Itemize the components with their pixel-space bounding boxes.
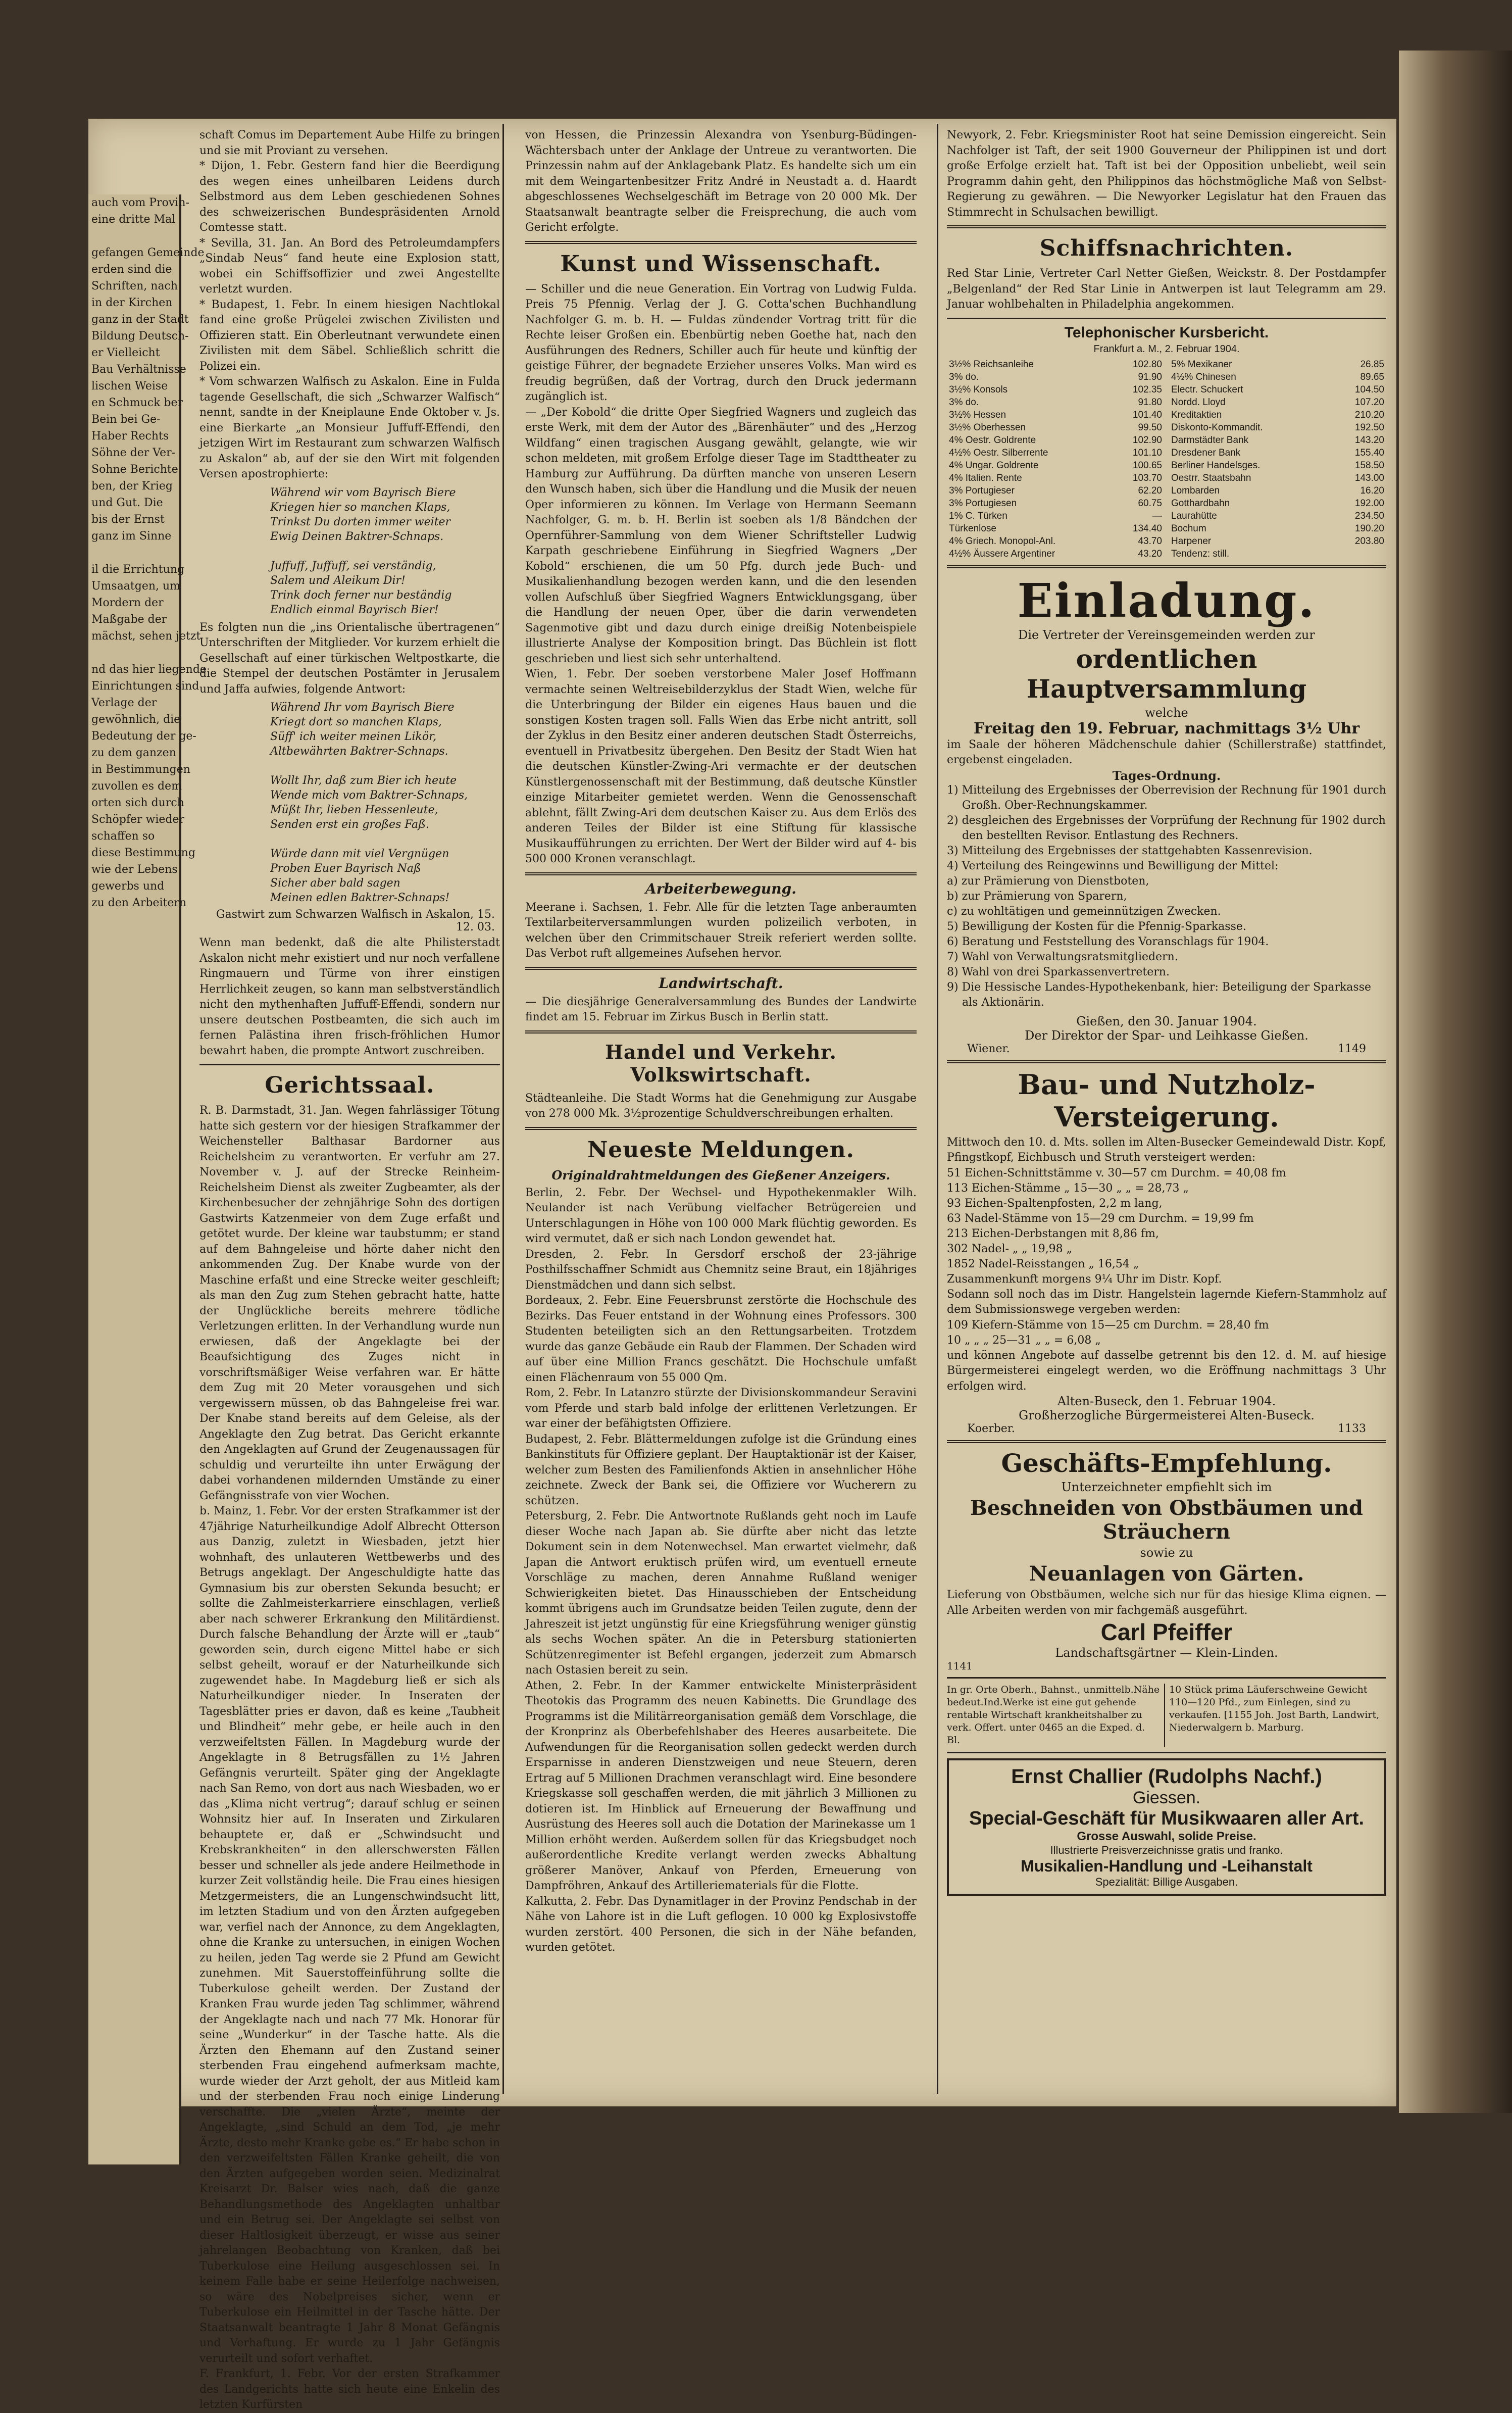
ad-headline: Neuanlagen von Gärten. xyxy=(1029,1562,1304,1586)
geschaefts-ad xyxy=(947,1448,1386,1672)
bau-ad xyxy=(947,1068,1386,1436)
left-page-line: Schriften, nach xyxy=(91,280,178,292)
stock-value: 107.20 xyxy=(1354,397,1384,408)
section-heading: Neueste Meldungen. xyxy=(587,1137,854,1163)
stock-name: Kreditaktien xyxy=(1171,409,1222,420)
stock-name: 4% Ungar. Goldrente xyxy=(949,460,1039,471)
stock-name: Darmstädter Bank xyxy=(1171,434,1249,446)
left-page-line: gewerbs und xyxy=(91,880,165,893)
left-page-line: Sohne Berichte xyxy=(91,463,178,476)
ad-number: 1141 xyxy=(947,1660,973,1672)
stock-value xyxy=(1330,548,1386,560)
divider xyxy=(947,1060,1386,1063)
ad-text: sowie zu xyxy=(1140,1546,1193,1560)
poem-line: Würde dann mit viel Vergnügen xyxy=(270,848,449,860)
article-paragraph: Meerane i. Sachsen, 1. Febr. Alle für die letzten Tage anberaumten Textilarbeiterversammlungen wurden polizeilich verboten, in welchen über den Crimmitschauer Streik referiert werden sollte. Das Verbot ruft allgemeines Aufsehen hervor. xyxy=(525,901,917,960)
table-row xyxy=(947,371,1164,383)
ad-text: Mittwoch den 10. d. Mts. sollen im Alten-Busecker Gemeindewald Distr. Kopf, Pfingstkopf, Eichbusch und Struth versteigert werden: xyxy=(947,1136,1386,1164)
list-item: 9) Die Hessische Landes-Hypothekenbank, hier: Beteiligung der Sparkasse als Aktionärin. xyxy=(947,980,1372,1009)
stock-name: 1% C. Türken xyxy=(949,510,1007,521)
table-row xyxy=(947,396,1164,409)
poem-line: Salem und Aleikum Dir! xyxy=(270,574,406,587)
stock-name: Nordd. Lloyd xyxy=(1171,397,1226,408)
poem-line: Ewig Deinen Baktrer-Schnaps. xyxy=(270,530,444,543)
small-ads xyxy=(947,1684,1386,1747)
article-paragraph: * Vom schwarzen Walfisch zu Askalon. Eine in Fulda tagende Gesellschaft, die sich „Schwarzer Walfisch“ nennt, sandte in der Kneiplaune Ende Oktober v. Js. eine Bierkarte „an Monsieur Juffuff-Effendi, den jetzigen Wirt im Restaurant zum schwarzen Walfisch zu Askalon“ ab, auf der sie den Wirt mit folgenden Versen apostrophierte: xyxy=(199,375,500,480)
left-page-line: Maßgabe der xyxy=(91,613,167,626)
stock-value: 102.35 xyxy=(1132,384,1162,395)
table-row xyxy=(947,358,1164,371)
ad-title: Geschäfts-Empfehlung. xyxy=(1001,1448,1332,1478)
left-page-line: gewöhnlich, die xyxy=(91,713,181,726)
signature: Gastwirt zum Schwarzen Walfisch in Askalon, 15. 12. 03. xyxy=(216,908,495,933)
poem-line: Altbewährten Baktrer-Schnaps. xyxy=(270,745,448,758)
stock-value: 104.50 xyxy=(1354,384,1384,395)
ad-text: Illustrierte Preisverzeichnisse gratis und franko. xyxy=(1050,1844,1283,1856)
table-row xyxy=(1169,535,1386,548)
left-page-line xyxy=(88,545,179,561)
stock-name: 4% Griech. Monopol-Anl. xyxy=(949,535,1056,547)
list-item: 1852 Nadel-Reisstangen „ 16,54 „ xyxy=(947,1257,1139,1270)
divider xyxy=(947,225,1386,228)
table-row xyxy=(947,510,1164,522)
left-page-line: Bau Verhältnisse xyxy=(91,363,186,376)
poem-line: Kriegt dort so manchen Klaps, xyxy=(270,716,442,728)
left-page-line: ben, der Krieg xyxy=(91,480,173,493)
stock-value: 16.20 xyxy=(1360,485,1384,496)
article-paragraph: * Sevilla, 31. Jan. An Bord des Petroleumdampfers „Sindab Neus“ fand heute eine Explosion statt, wobei ein Schiffsoffizier und zwei Angestellte verletzt wurden. xyxy=(199,236,500,296)
ad-title: Einladung. xyxy=(1017,573,1316,628)
stock-value: 210.20 xyxy=(1354,409,1384,420)
left-page-line: Söhne der Ver- xyxy=(91,447,176,459)
table-row xyxy=(947,472,1164,484)
poem xyxy=(270,700,500,905)
article-paragraph: — Schiller und die neue Generation. Ein Vortrag von Ludwig Fulda. Preis 75 Pfennig. Verlag der J. G. Cotta'schen Buchhandlung Nachfolger G. m. b. H. — Fuldas zündender Vortrag tritt für die Rechte leiser Großen ein. Ebenbürtig neben Goethe hat, nach den Ausführungen des Redners, Schiller auch für heute und künftig der geistige Führer, der begnadete Erzieher unseres Volks. Man wird es freudig begrüßen, daß der Vortrag, durch den Druck jedermann zugänglich ist. xyxy=(525,282,917,403)
poem-line xyxy=(270,759,500,773)
article-paragraph: * Dijon, 1. Febr. Gestern fand hier die Beerdigung des wegen eines unheilbaren Leidens durch Selbstmord aus dem Leben geschiedenen Sohnes des schweizerischen Bundespräsidenten Arnold Comtesse statt. xyxy=(199,160,500,234)
stock-name: Electr. Schuckert xyxy=(1171,384,1243,395)
poem-line: Meinen edlen Baktrer-Schnaps! xyxy=(270,892,450,904)
table-row xyxy=(1169,510,1386,522)
stock-value: 155.40 xyxy=(1354,447,1384,458)
ad-city: Giessen. xyxy=(1132,1788,1201,1807)
stock-name: 4% Italien. Rente xyxy=(949,472,1022,483)
table-row xyxy=(947,434,1164,447)
einladung-ad xyxy=(947,573,1386,1055)
poem-line: Wende mich vom Baktrer-Schnaps, xyxy=(270,789,468,802)
article-paragraph: schaft Comus im Departement Aube Hilfe zu bringen und sie mit Proviant zu versehen. xyxy=(199,129,500,157)
stock-name: Gotthardbahn xyxy=(1171,498,1230,509)
stock-name: 3½% Hessen xyxy=(949,409,1006,420)
stock-table-left xyxy=(947,358,1164,560)
stock-name: 5% Mexikaner xyxy=(1171,359,1232,370)
table-row xyxy=(1169,383,1386,396)
left-page-line: erden sind die xyxy=(91,263,172,276)
poem-line xyxy=(270,832,500,847)
section-heading: Handel und Verkehr. Volkswirtschaft. xyxy=(605,1040,837,1086)
divider xyxy=(525,967,917,970)
list-item: 6) Beratung und Feststellung des Voranschlags für 1904. xyxy=(947,935,1269,948)
divider xyxy=(947,1677,1386,1679)
stock-name: 4½% Chinesen xyxy=(1171,371,1236,382)
left-page-line: bis der Ernst xyxy=(91,513,165,526)
left-page-line: schaffen so xyxy=(91,830,155,843)
section-heading: Arbeiterbewegung. xyxy=(645,880,796,897)
poem xyxy=(270,485,500,617)
article-paragraph: — „Der Kobold“ die dritte Oper Siegfried Wagners und zugleich das erste Werk, mit dem der Autor des „Bärenhäuter“ und des „Herzog Wildfang“ einen tragischen Ausgang gewählt, gelangte, wie wir schon meldeten, mit großem Erfolge dieser Tage im Stadttheater zu Hamburg zur Aufführung. Da dürften manche von unseren Lesern den Wunsch haben, sich über die Handlung und die Musik der neuen Oper informieren zu können. Im Verlage von Hermann Seemann Nachfolger, G. m. b. H. Berlin ist soeben als 1/8 Bändchen der Opernführer-Sammlung von dem Wiener Schriftsteller Ludwig Karpath geschriebene Einführung in Siegfried Wagners „Der Kobold“ erschienen, die um 50 Pfg. durch jede Buch- und Musikalienhandlung bezogen werden kann, und die den lesenden vollen Aufschluß über Siegfried Wagners Entwicklungsgang, über die Handlung der neuen Oper, über die darin verwendeten Sagenmotive gibt und dazu durch einige dreißig Notenbeispiele illustrierte Analyse der Komposition bringt. Das Büchlein ist flott geschrieben und liest sich sehr unterhaltend. xyxy=(525,406,917,665)
article-paragraph: b. Mainz, 1. Febr. Vor der ersten Strafkammer ist der 47jährige Naturheilkundige Adolf Albrecht Otterson aus Danzig, zuletzt in Wiesbaden, jetzt hier wohnhaft, des unlauteren Wettbewerbs und des Betrugs angeklagt. Der Angeschuldigte hatte das Gymnasium bis zur obersten Sekunda besucht; er sollte die Zahlmeisterkarriere einschlagen, verließ aber nach schwerer Erkrankung den Militärdienst. Durch falsche Behandlung der Ärzte will er „taub“ geworden sein, durch eigene Mittel habe er sich selbst geheilt, worauf er der Naturheilkunde sich zugewendet habe. In Magdeburg ließ er sich als Naturheilkundiger nieder. In Inseraten der Tagesblätter pries er davon, daß es keine „Taubheit und Blindheit“ mehr gebe, er heile auch in den verzweifeltsten Fällen. In Magdeburg wurde der Angeklagte in 8 Betrugsfällen zu 1½ Jahren Gefängnis verurteilt. Später ging der Angeklagte nach San Remo, von dort aus nach Wiesbaden, wo er das „Klima nicht vertrug“; darauf schlug er seinen Wohnsitz hier auf. In Inseraten und Zirkularen behauptete er, daß er „Schwindsucht und Krebskrankheiten“ in den allerschwersten Fällen besser und schneller als jede andere Heilmethode in kurzer Zeit vollständig heile. Die Frau eines hiesigen Metzgermeisters, die an Lungenschwindsucht litt, im letzten Stadium und von den Ärzten aufgegeben war, verfiel nach der Annonce, zu dem Angeklagten, ohne die Kranke zu untersuchen, in einigen Wochen zu heilen, jeden Tag werde sie 2 Pfund am Gewicht zunehmen. Mit Sauerstoffeinführung sollte die Tuberkulose geheilt werden. Der Zustand der Kranken Frau wurde jeden Tag schlimmer, während der Angeklagte nach und nach 77 Mk. Honorar für seine „Wunderkur“ in der Tasche hatte. Als die Ärzten den Ehemann auf den Zustand seiner sterbenden Frau eingehend aufmerksam machte, wurde wieder der Arzt geholt, der aus Mitleid kam und der sterbenden Frau noch einige Linderung verschaffte. Die „vielen Ärzte“, meinte der Angeklagte, „sind Schuld an dem Tod, „je mehr Ärzte, desto mehr Kranke gebe es.“ Er habe schon in den verzweifeltsten Fällen Kranke geheilt, die von den Ärzten aufgegeben worden seien. Medizinalrat Kreisarzt Dr. Balser wies nach, daß die ganze Behandlungsmethode des Angeklagten unhaltbar und ein Betrug sei. Der Angeklagte sei selbst von dieser Haltlosigkeit überzeugt, er wisse aus seiner jahrelangen Beobachtung von Kranken, daß bei Tuberkulose eine Heilung ausgeschlossen sei. In keinem Falle habe er seine Heilerfolge nachweisen, so wäre des Nobelpreises sicher, wenn er Tuberkulose ein Heilmittel in der Tasche hätte. Der Staatsanwalt beantragte 1 Jahr 8 Monat Gefängnis und Verhaftung. Er wurde zu 1 Jahr Gefängnis verurteilt und sofort verhaftet. xyxy=(199,1505,500,2365)
list-item: Zusammenkunft morgens 9¼ Uhr im Distr. Kopf. xyxy=(947,1272,1222,1286)
table-row xyxy=(947,383,1164,396)
ad-subheading: Tages-Ordnung. xyxy=(1112,768,1221,783)
table-row xyxy=(1169,472,1386,484)
left-page-line: Umsaatgen, um xyxy=(91,580,181,593)
table-row xyxy=(1169,371,1386,383)
stock-value: 101.40 xyxy=(1132,409,1162,420)
table-row xyxy=(1169,396,1386,409)
left-page-line: Mordern der xyxy=(91,597,164,609)
left-page-line: zuvollen es dem xyxy=(91,780,182,793)
article-paragraph: Wien, 1. Febr. Der soeben verstorbene Maler Josef Hoffmann vermachte seinen Weltreisebilderzyklus der Stadt Wien, welche für die Unterbringung der Bilder ein eigenes Haus bauen und die sonstigen Kosten tragen soll. Falls Wien das Erbe nicht antritt, soll der Zyklus in den Besitz einer anderen deutschen Stadt Österreichs, eventuell in Privatbesitz übergehen. Den Besitz der Stadt Wien hat die deutschen Künstler-Zwing-Ari vermachte er der deutschen Künstlergenossenschaft mit der Bestimmung, daß deutsche Künstler einzige Mitarbeiter gemietet werden. Wenn die Genossenschaft ablehnt, fällt Zwing-Ari dem deutschen Kaiser zu. Aus dem Erlös des anderen Teiles der Bilder ist eine Stiftung für klassische Musikaufführungen zu errichten. Der Wert der Bilder wird auf 4- bis 500 000 Kronen veranschlagt. xyxy=(525,668,917,865)
ad-text: welche xyxy=(1145,705,1188,720)
agenda-list xyxy=(947,783,1386,1010)
table-row xyxy=(1169,522,1386,535)
article-paragraph: Kalkutta, 2. Febr. Das Dynamitlager in der Provinz Pendschab in der Nähe von Lahore ist in die Luft geflogen. 10 000 kg Explosivstoffe wurden zerstört. 400 Personen, die sich in der Nähe befanden, wurden getötet. xyxy=(525,1895,917,1954)
left-page-line: nd das hier liegende xyxy=(91,663,207,676)
list-item: 213 Eichen-Derbstangen mit 8,86 fm, xyxy=(947,1227,1159,1240)
stock-value: 99.50 xyxy=(1138,422,1162,433)
table-row xyxy=(1169,548,1386,560)
stock-value: 91.80 xyxy=(1138,397,1162,408)
list-item: 51 Eichen-Schnittstämme v. 30—57 cm Durchm. = 40,08 fm xyxy=(947,1166,1286,1179)
ad-number: 1149 xyxy=(1338,1042,1366,1055)
ad-title: Bau- und Nutzholz-Versteigerung. xyxy=(1018,1068,1316,1133)
left-page-line: diese Bestimmung xyxy=(91,847,195,859)
left-page-line: Einrichtungen sind xyxy=(91,680,199,693)
table-row xyxy=(947,409,1164,421)
divider xyxy=(947,1752,1386,1753)
left-page-line: Haber Rechts xyxy=(91,430,169,442)
stock-name: Lombarden xyxy=(1171,485,1220,496)
article-paragraph: Bordeaux, 2. Febr. Eine Feuersbrunst zerstörte die Hochschule des Bezirks. Das Feuer entstand in der Wohnung eines Professors. 300 Studenten beteiligten sich an den Rettungsarbeiten. Trotzdem wurde das ganze Gebäude ein Raub der Flammen. Der Schaden wird auf über eine Million Francs geschätzt. Die Hochschule umfaßt einen Flächenraum von 55 000 Qm. xyxy=(525,1294,917,1384)
ad-text: Landschaftsgärtner — Klein-Linden. xyxy=(1055,1646,1278,1660)
column-3 xyxy=(947,128,1386,1896)
table-row xyxy=(1169,409,1386,421)
ad-date: Freitag den 19. Februar, nachmittags 3½ Uhr xyxy=(973,719,1360,737)
table-row xyxy=(947,447,1164,459)
column-2 xyxy=(525,128,917,1956)
ad-name: Carl Pfeiffer xyxy=(1100,1619,1233,1645)
left-page-line: Bedeutung der ge- xyxy=(91,730,196,743)
article-paragraph: F. Frankfurt, 1. Febr. Vor der ersten Strafkammer des Landgerichts hatte sich heute eine Enkelin des letzten Kurfürsten xyxy=(199,2368,500,2411)
left-page-line: zu den Arbeitern xyxy=(91,897,187,909)
ad-text: Lieferung von Obstbäumen, welche sich nur für das hiesige Klima eignen. — Alle Arbeiten werden von mir fachgemäß ausgeführt. xyxy=(947,1589,1386,1617)
ad-date: Gießen, den 30. Januar 1904. xyxy=(1076,1014,1257,1028)
left-page-line: ganz im Sinne xyxy=(91,530,172,543)
article-paragraph: Athen, 2. Febr. In der Kammer entwickelte Ministerpräsident Theotokis das Programm des neuen Kabinetts. Die Grundlage des Programms ist die Militärreorganisation gemäß dem Vorschlage, die der Kronprinz als Oberbefehlshaber des Heeres ausarbeitete. Die Aufwendungen für die Reorganisation sollen gedeckt werden durch Ersparnisse in anderen Dienstzweigen und neue Steuern, deren Ertrag auf 5 Millionen Drachmen veranschlagt wird. Eine besondere Kriegskasse soll geschaffen werden, die mit jährlich 3 Millionen zu dotieren ist. Im Hinblick auf Erneuerung der Bewaffnung und Ausrüstung des Heeres soll auch die Dotation der Marinekasse um 1 Million erhöht werden. Außerdem sollen für das Kriegsbudget noch außerordentliche Kredite verlangt werden zwecks Abhaltung größerer Manöver, Ankauf von Pferden, Erneuerung von Dampfröhren, Ankauf des Artilleriematerials für die Flotte. xyxy=(525,1679,917,1892)
poem-line: Endlich einmal Bayrisch Bier! xyxy=(270,603,439,616)
stock-value: 89.65 xyxy=(1360,371,1384,382)
article-paragraph: — Die diesjährige Generalversammlung des Bundes der Landwirte findet am 15. Februar im Zirkus Busch in Berlin statt. xyxy=(525,995,917,1023)
stock-report-date: Frankfurt a. M., 2. Februar 1904. xyxy=(1093,343,1240,355)
ad-name: Ernst Challier (Rudolphs Nachf.) xyxy=(1011,1765,1322,1788)
table-row xyxy=(947,497,1164,510)
stock-value: 103.70 xyxy=(1132,472,1162,483)
content-area xyxy=(189,119,1396,2411)
stock-value: 143.00 xyxy=(1354,472,1384,483)
column-1 xyxy=(199,128,500,2413)
article-paragraph: Petersburg, 2. Febr. Die Antwortnote Rußlands geht noch im Laufe dieser Woche nach Japan ab. Sie dürfte aber nicht das letzte Dokument sein in dem Notenwechsel. Man erwartet vielmehr, daß Japan die Antwort eruktisch prüfen wird, um eventuell erneute Vorschläge zu machen, deren Annahme Rußland weniger Schwierigkeiten bietet. Das Hinausschieben der Entscheidung kommt übrigens auch im Grundsatze beiden Teilen zugute, denn der Jahreszeit ist jetzt ungünstig für eine Kriegsführung weniger günstig als sechs Wochen später. An die in Petersburg stationierten Schützenregimenter ist Befehl ergangen, jederzeit zum Abmarsch nach Ostasien bereit zu sein. xyxy=(525,1510,917,1677)
stock-name: 3% do. xyxy=(949,371,979,382)
stock-value: 102.80 xyxy=(1132,359,1162,370)
stock-value: 143.20 xyxy=(1354,434,1384,446)
stock-table-right xyxy=(1169,358,1386,560)
list-item: 5) Bewilligung der Kosten für die Pfennig-Sparkasse. xyxy=(947,920,1246,933)
section-heading: Schiffsnachrichten. xyxy=(1039,235,1294,261)
bau-list xyxy=(947,1166,1386,1287)
stock-name: 4½% Äussere Argentiner xyxy=(949,548,1055,559)
divider xyxy=(947,565,1386,568)
ad-text: im Saale der höheren Mädchenschule dahier (Schillerstraße) stattfindet, ergebenst eingeladen. xyxy=(947,738,1386,766)
stock-value: 190.20 xyxy=(1354,523,1384,534)
poem-line: Proben Euer Bayrisch Naß xyxy=(270,862,421,875)
list-item: 2) desgleichen des Ergebnisses der Vorprüfung der Rechnung für 1902 durch den bestellten Revisor. Entlastung des Rechners. xyxy=(947,814,1386,842)
ad-name: Koerber. xyxy=(967,1422,1015,1435)
list-item: c) zu wohltätigen und gemeinnützigen Zwecken. xyxy=(947,905,1221,918)
stock-name: 3½% Reichsanleihe xyxy=(949,359,1034,370)
left-page-line: mächst, sehen jetzt xyxy=(91,630,201,643)
ad-headline: ordentlichen Hauptversammlung xyxy=(1026,644,1307,704)
table-row xyxy=(947,421,1164,434)
left-page-line: eine dritte Mal xyxy=(91,213,176,226)
left-page-line: en Schmuck ber xyxy=(91,397,183,409)
ad-headline: Beschneiden von Obstbäumen und Sträuchern xyxy=(970,1496,1363,1544)
list-item: 3) Mitteilung des Ergebnisses der stattgehabten Kassenrevision. xyxy=(947,844,1313,857)
stock-name: 4% Oestr. Goldrente xyxy=(949,434,1036,446)
article-paragraph: Budapest, 2. Febr. Blättermeldungen zufolge ist die Gründung eines Bankinstituts für Offiziere geplant. Der Hauptaktionär ist der Kaiser, welcher zum Besten des Familienfonds Aktien in ansehnlicher Höhe zeichnete. Zweck der Bank sei, die Offiziere vor Wucherern zu schützen. xyxy=(525,1433,917,1507)
divider xyxy=(525,872,917,875)
divider xyxy=(525,241,917,244)
ad-date: Alten-Buseck, den 1. Februar 1904. xyxy=(1057,1394,1276,1408)
small-ad: In gr. Orte Oberh., Bahnst., unmittelb.Nähe bedeut.Ind.Werke ist eine gut gehende rentable Wirtschaft krankheitshalber zu verk. Offert. unter 0465 an die Exped. d. Bl. xyxy=(947,1684,1165,1747)
ad-text: Spezialität: Billige Ausgaben. xyxy=(1095,1876,1238,1888)
stock-name: Türkenlose xyxy=(949,523,996,534)
left-page-line: orten sich durch xyxy=(91,797,184,809)
article-paragraph: * Budapest, 1. Febr. In einem hiesigen Nachtlokal fand eine große Prügelei zwischen Zivilisten und Offizieren statt. Ein Oberleutnant verwundete einen Zivilisten mit dem Säbel. Schließlich schritt die Polizei ein. xyxy=(199,298,500,373)
divider xyxy=(947,1440,1386,1443)
stock-name: 3½% Konsols xyxy=(949,384,1008,395)
article-paragraph: Red Star Linie, Vertreter Carl Netter Gießen, Weickstr. 8. Der Postdampfer „Belgenland“ der Red Star Linie in Antwerpen ist laut Telegramm am 29. Januar wohlbehalten in Philadelphia angekommen. xyxy=(947,267,1386,311)
section-subheading: Originaldrahtmeldungen des Gießener Anzeigers. xyxy=(551,1167,890,1183)
stock-report xyxy=(947,324,1386,560)
article-paragraph: Wenn man bedenkt, daß die alte Philisterstadt Askalon nicht mehr existiert und nur noch verfallene Ringmauern und Türme von ihrer einstigen Herrlichkeit zeugen, so kann man selbstverständlich nicht den mythenhaften Juffuff-Effendi, sondern nur unsere deutschen Postbeamten, die sich auch im fernen Palästina ihren frisch-fröhlichen Humor bewahrt haben, die prompte Antwort zuschreiben. xyxy=(199,937,500,1057)
stock-name: Tendenz: still. xyxy=(1171,548,1230,559)
table-row xyxy=(947,535,1164,548)
poem-line: Senden erst ein großes Faß. xyxy=(270,818,429,831)
article-paragraph: von Hessen, die Prinzessin Alexandra von Ysenburg-Büdingen-Wächtersbach unter der Anklage der Untreue zu verantworten. Die Prinzessin nahm auf der Anklagebank Platz. Es handelte sich um ein mit dem Weingartenbesitzer Fritz André in Neustadt a. d. Haardt abgeschlossenes Wechselgeschäft im Betrage von 20 000 Mk. Der Staatsanwalt beantragte selber die Freisprechung, die auch vom Gericht erfolgte. xyxy=(525,129,917,234)
list-item: 7) Wahl von Verwaltungsratsmitgliedern. xyxy=(947,950,1178,963)
table-row xyxy=(1169,497,1386,510)
stock-name: 3% Portugiesen xyxy=(949,498,1017,509)
left-page-line: Bein bei Ge- xyxy=(91,413,161,426)
left-page-line xyxy=(88,645,179,661)
left-page-line: auch vom Provin- xyxy=(91,196,189,209)
stock-name: Dresdener Bank xyxy=(1171,447,1241,458)
left-page-line: wie der Lebens xyxy=(91,863,178,876)
ad-text: Musikalien-Handlung und -Leihanstalt xyxy=(1021,1857,1313,1875)
stock-name: Berliner Handelsges. xyxy=(1171,460,1261,471)
stock-name: 3% Portugieser xyxy=(949,485,1015,496)
small-ad: 10 Stück prima Läuferschweine Gewicht 110—120 Pfd., zum Einlegen, sind zu verkaufen. [1155 Joh. Jost Barth, Landwirt, Niederwalgern b. Marburg. xyxy=(1169,1684,1380,1733)
poem-line: Juffuff, Juffuff, sei verständig, xyxy=(270,559,436,572)
left-page-line: er Vielleicht xyxy=(91,347,160,359)
stock-report-title: Telephonischer Kursbericht. xyxy=(1064,324,1269,341)
section-heading: Gerichtssaal. xyxy=(265,1072,435,1098)
table-row xyxy=(947,459,1164,472)
ad-text: Grosse Auswahl, solide Preise. xyxy=(1077,1830,1256,1843)
list-item: 113 Eichen-Stämme „ 15—30 „ „ = 28,73 „ xyxy=(947,1181,1189,1195)
poem-line: Kriegen hier so manchen Klaps, xyxy=(270,501,450,514)
poem-line: Süff' ich weiter meinen Likör, xyxy=(270,730,437,743)
ad-signature: Großherzogliche Bürgermeisterei Alten-Buseck. xyxy=(1019,1408,1315,1422)
stock-value: 101.10 xyxy=(1132,447,1162,458)
left-page-line xyxy=(88,228,179,244)
ad-headline: Special-Geschäft für Musikwaaren aller Art. xyxy=(969,1808,1365,1829)
divider xyxy=(525,1127,917,1130)
divider xyxy=(199,1064,500,1065)
poem-line: Während wir vom Bayrisch Biere xyxy=(270,486,456,499)
list-item: 63 Nadel-Stämme von 15—29 cm Durchm. = 19,99 fm xyxy=(947,1212,1254,1225)
poem-line: Trinkst Du dorten immer weiter xyxy=(270,515,451,528)
table-row xyxy=(1169,421,1386,434)
article-paragraph: R. B. Darmstadt, 31. Jan. Wegen fahrlässiger Tötung hatte sich gestern vor der hiesigen Strafkammer der Weichensteller Balthasar Bardorner aus Reichelsheim zu verantworten. Er verfuhr am 27. November v. J. auf der Strecke Reinheim-Reichelsheim Dienst als zweiter Zugbeamter, als der Kirchenbesucher der zehnjährige Sohn des dortigen Gastwirts Katzenmeier von dem Zuge erfaßt und getötet wurde. Der kleine war taubstumm; er stand auf dem Bahngeleise und hörte daher nicht den ankommenden Zug. Der Knabe wurde von der Maschine erfaßt und eine Strecke weiter geschleift; als man den Zug zum Stehen gebracht hatte, hatte der Unglückliche bereits mehrere tödliche Verletzungen erlitten. In der Verhandlung wurde nun erwiesen, daß der Angeklagte bei der Beaufsichtigung des Zuges nicht in vorschriftsmäßiger Weise verfahren war. Er hätte dem Zug mit 20 Meter vorausgehen und sich vergewissern müssen, ob das Bahngeleise frei war. Der Knabe stand bereits auf dem Geleise, als der Angeklagte den Zug betrat. Das Gericht erkannte den Angeklagten auf Grund der Zeugenaussagen für schuldig und verurteilte ihn unter Erwägung der dabei vorhandenen mildernden Umstände zu einer Gefängnisstrafe von vier Wochen. xyxy=(199,1104,500,1502)
stock-value: 134.40 xyxy=(1132,523,1162,534)
stock-name: Harpener xyxy=(1171,535,1212,547)
left-page-line: il die Errichtung xyxy=(91,563,185,576)
stock-name: 3½% Oberhessen xyxy=(949,422,1026,433)
table-row xyxy=(1169,358,1386,371)
stock-value: 100.65 xyxy=(1132,460,1162,471)
stock-value: 192.50 xyxy=(1354,422,1384,433)
list-item: b) zur Prämierung von Sparern, xyxy=(947,890,1127,903)
stock-value: 91.90 xyxy=(1138,371,1162,382)
article-paragraph: Newyork, 2. Febr. Kriegsminister Root hat seine Demission eingereicht. Sein Nachfolger ist Taft, der seit 1900 Gouverneur der Philippinen ist und dort große Erfolge erzielt hat. Taft ist bei der Opposition unbeliebt, weil sein Programm dahin geht, den Philippinos das höchstmögliche Maß von Selbst-Regierung zu gewähren. — Die Newyorker Legislatur hat den Frauen das Stimmrecht in Schulsachen bewilligt. xyxy=(947,129,1386,219)
ad-number: 1133 xyxy=(1338,1422,1366,1435)
list-item: 302 Nadel- „ „ 19,98 „ xyxy=(947,1242,1073,1255)
list-item: 1) Mitteilung des Ergebnisses der Oberrevision der Rechnung für 1901 durch Großh. Ober-Rechnungskammer. xyxy=(947,783,1386,812)
article-paragraph: Rom, 2. Febr. In Latanzro stürzte der Divisionskommandeur Seravini vom Pferde und starb bald infolge der erlittenen Verletzungen. Er war einer der befähigtsten Offiziere. xyxy=(525,1387,917,1430)
ad-name: Wiener. xyxy=(967,1042,1010,1055)
poem-line: Wollt Ihr, daß zum Bier ich heute xyxy=(270,774,457,787)
left-page-line: und Gut. Die xyxy=(91,497,163,509)
table-row xyxy=(947,548,1164,560)
table-row xyxy=(1169,447,1386,459)
divider xyxy=(525,1030,917,1033)
stock-name: Diskonto-Kommandit. xyxy=(1171,422,1263,433)
stock-name: Oestrr. Staatsbahn xyxy=(1171,472,1251,483)
table-row xyxy=(947,522,1164,535)
ad-text: Die Vertreter der Vereinsgemeinden werden zur xyxy=(1018,627,1315,642)
stock-value: 62.20 xyxy=(1138,485,1162,496)
left-page-line: Bildung Deutsch- xyxy=(91,330,189,342)
left-page-line: in der Kirchen xyxy=(91,297,173,309)
table-row xyxy=(1169,484,1386,497)
left-page-line: Schöpfer wieder xyxy=(91,813,185,826)
stock-value: 43.20 xyxy=(1138,548,1162,559)
stock-name: Bochum xyxy=(1171,523,1206,534)
list-item: 8) Wahl von drei Sparkassenvertretern. xyxy=(947,965,1170,978)
stock-value: 203.80 xyxy=(1354,535,1384,547)
newspaper-page xyxy=(88,119,1396,2411)
stock-name: 3% do. xyxy=(949,397,979,408)
section-heading: Kunst und Wissenschaft. xyxy=(560,251,882,277)
stock-value: 234.50 xyxy=(1354,510,1384,521)
list-item: 10 „ „ „ 25—31 „ „ = 6,08 „ xyxy=(947,1334,1101,1347)
stock-name: Laurahütte xyxy=(1171,510,1217,521)
stock-value: 192.00 xyxy=(1354,498,1384,509)
article-paragraph: Es folgten nun die „ins Orientalische übertragenen“ Unterschriften der Mitglieder. Vor kurzem erhielt die Gesellschaft auf einer türkischen Weltpostkarte, die die Stempel der deutschen Postämter in Jerusalem und Jaffa aufwies, folgende Antwort: xyxy=(199,621,500,696)
poem-line: Sicher aber bald sagen xyxy=(270,877,400,890)
poem-line: Trink doch ferner nur beständig xyxy=(270,588,452,602)
poem-line: Müßt Ihr, lieben Hessenleute, xyxy=(270,804,438,816)
ad-text: Unterzeichneter empfiehlt sich im xyxy=(1061,1480,1272,1494)
article-paragraph: Städteanleihe. Die Stadt Worms hat die Genehmigung zur Ausgabe von 278 000 Mk. 3½prozentige Schuldverschreibungen erhalten. xyxy=(525,1092,917,1120)
list-item: 109 Kiefern-Stämme von 15—25 cm Durchm. = 28,40 fm xyxy=(947,1318,1269,1332)
book-edge xyxy=(1399,51,1512,2113)
section-heading: Landwirtschaft. xyxy=(659,974,783,992)
left-page-line: ganz in der Stadt xyxy=(91,313,189,326)
stock-value: 43.70 xyxy=(1138,535,1162,547)
ad-text: und können Angebote auf dasselbe getrennt bis den 12. d. M. auf hiesige Bürgermeisterei eingelegt werden, wo die Eröffnung nachmittags 3 Uhr erfolgen wird. xyxy=(947,1349,1386,1393)
left-page-line: in Bestimmungen xyxy=(91,763,190,776)
ad-signature: Der Direktor der Spar- und Leihkasse Gießen. xyxy=(1025,1028,1308,1043)
list-item: 4) Verteilung des Reingewinns und Bewilligung der Mittel: xyxy=(947,859,1279,872)
stock-value: 102.90 xyxy=(1132,434,1162,446)
stock-value: 60.75 xyxy=(1138,498,1162,509)
article-paragraph: Berlin, 2. Febr. Der Wechsel- und Hypothekenmakler Wilh. Neulander ist nach Verübung vielfacher Betrügereien und Unterschlagungen in Höhe von 100 000 Mark flüchtig geworden. Es wird vermutet, daß er sich nach London gewendet hat. xyxy=(525,1186,917,1245)
stock-name: 4½% Oestr. Silberrente xyxy=(949,447,1048,458)
stock-value: — xyxy=(1152,510,1162,521)
article-paragraph: Dresden, 2. Febr. In Gersdorf erschoß der 23-jährige Posthilfsschaffner Schmidt aus Chemnitz seine Braut, ein 18jähriges Dienstmädchen und dann sich selbst. xyxy=(525,1248,917,1292)
challier-ad xyxy=(947,1758,1386,1896)
poem-line xyxy=(270,544,500,559)
left-page-line: lischen Weise xyxy=(91,380,168,392)
stock-value: 26.85 xyxy=(1360,359,1384,370)
left-page-line: Verlage der xyxy=(91,697,157,709)
bau-list xyxy=(947,1318,1386,1348)
left-page-line: zu dem ganzen xyxy=(91,747,176,759)
left-page-line: gefangen Gemeinde xyxy=(91,247,205,259)
table-row xyxy=(1169,434,1386,447)
divider xyxy=(947,318,1386,319)
poem-line: Während Ihr vom Bayrisch Biere xyxy=(270,701,455,714)
left-page-fragment xyxy=(88,194,207,2164)
table-row xyxy=(1169,459,1386,472)
stock-value: 158.50 xyxy=(1354,460,1384,471)
table-row xyxy=(947,484,1164,497)
ad-text: Sodann soll noch das im Distr. Hangelstein lagernde Kiefern-Stammholz auf dem Submissionswege vergeben werden: xyxy=(947,1288,1386,1316)
list-item: a) zur Prämierung von Dienstboten, xyxy=(947,874,1149,888)
list-item: 93 Eichen-Spaltenpfosten, 2,2 m lang, xyxy=(947,1197,1163,1210)
